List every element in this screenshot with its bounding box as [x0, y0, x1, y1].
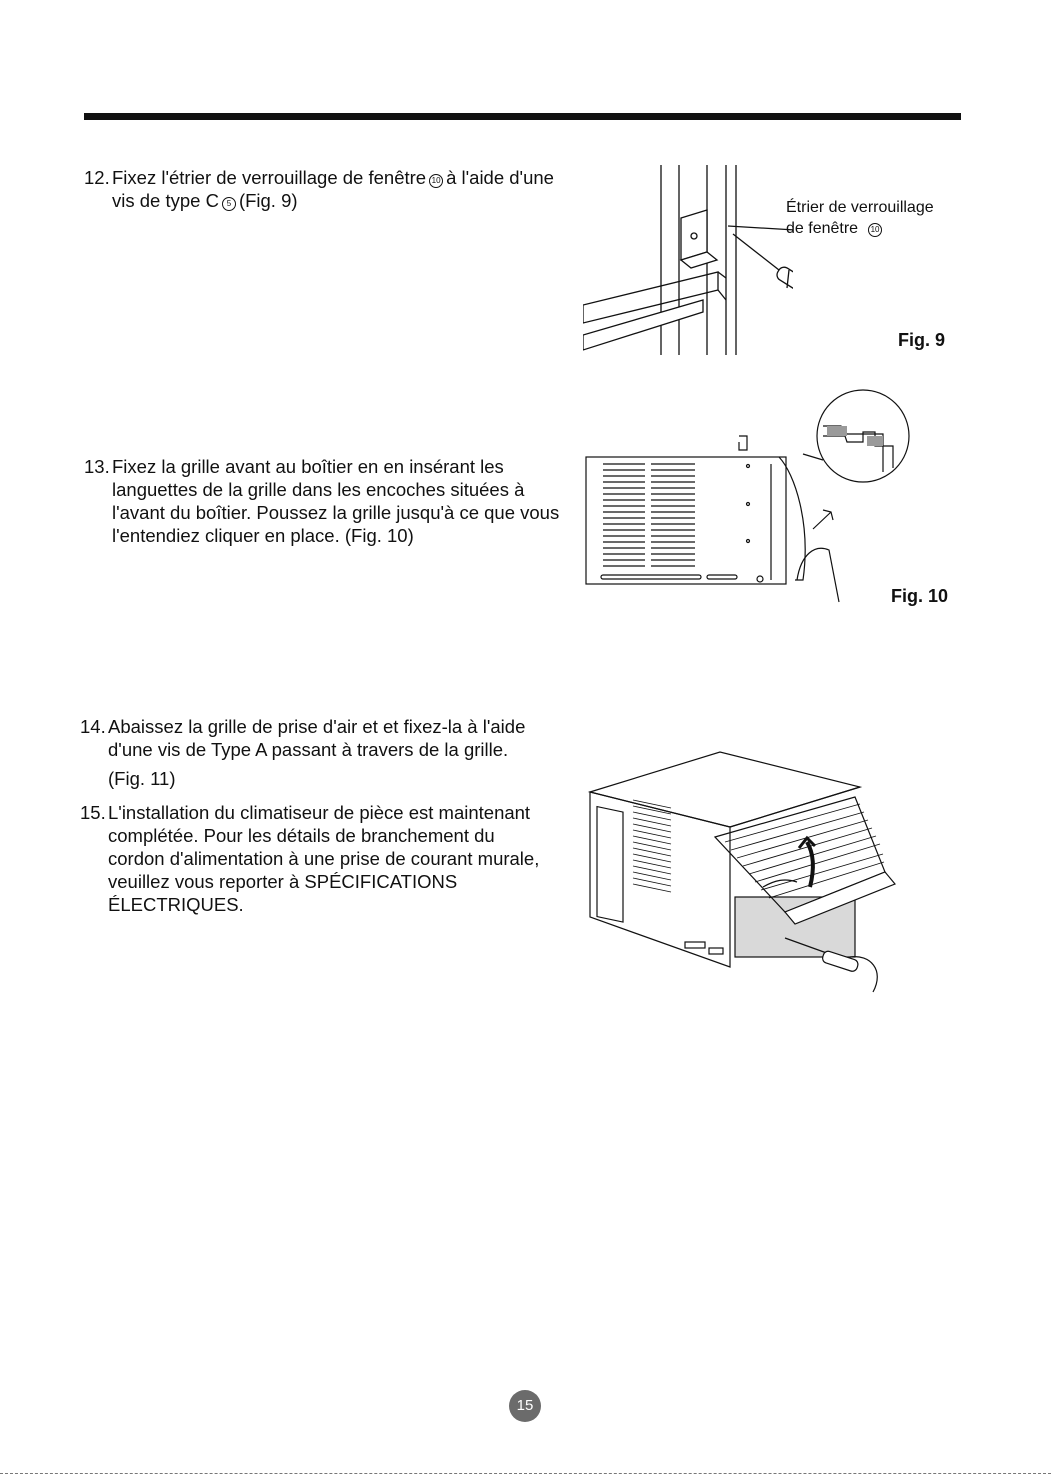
part-marker: 10	[429, 174, 443, 188]
callout-line: Étrier de verrouillage	[786, 199, 934, 216]
step-line: ÉLECTRIQUES.	[108, 894, 244, 915]
step-line: cordon d'alimentation à une prise de courant murale,	[108, 848, 540, 869]
step-line: d'une vis de Type A passant à travers de la grille.	[108, 739, 509, 760]
step-line: Fixez la grille avant au boîtier en en insérant les	[112, 456, 504, 477]
figure-10-illustration	[583, 384, 923, 606]
header-rule	[84, 113, 961, 120]
step-line: veuillez vous reporter à SPÉCIFICATIONS	[108, 871, 458, 892]
step-line: l'avant du boîtier. Poussez la grille jusqu'à ce que vous	[112, 502, 560, 523]
step-number: 13.	[84, 456, 110, 477]
step-14	[80, 715, 525, 790]
step-line: Abaissez la grille de prise d'air et et fixez-la à l'aide	[108, 716, 526, 737]
fig10-label: Fig. 10	[891, 586, 949, 606]
step-13	[84, 455, 559, 547]
page-bottom-dashed-line	[0, 1473, 1051, 1474]
page-number: 15	[509, 1390, 541, 1422]
step-line: Fixez l'étrier de verrouillage de fenêtre 10 à l'aide d'une	[112, 167, 554, 188]
step-line: languettes de la grille dans les encoches situées à	[112, 479, 525, 500]
step-15	[80, 801, 539, 916]
step-line: l'entendiez cliquer en place. (Fig. 10)	[112, 525, 414, 546]
part-marker: 10	[868, 223, 882, 237]
callout-line: de fenêtre 10	[786, 218, 934, 239]
step-line: L'installation du climatiseur de pièce est maintenant	[108, 802, 531, 823]
step-12	[84, 166, 554, 212]
step-line: complétée. Pour les détails de branchement du	[108, 825, 495, 846]
part-marker: 5	[222, 197, 236, 211]
fig9-label: Fig. 9	[898, 330, 946, 350]
step-number: 12.	[84, 167, 110, 188]
step-line: (Fig. 11)	[108, 768, 176, 789]
figure-9-illustration	[583, 160, 793, 360]
step-number: 14.	[80, 716, 106, 737]
step-line: vis de type C 5 (Fig. 9)	[112, 190, 298, 211]
figure-11-illustration	[585, 742, 905, 1007]
fig9-callout	[786, 197, 934, 239]
step-number: 15.	[80, 802, 106, 823]
